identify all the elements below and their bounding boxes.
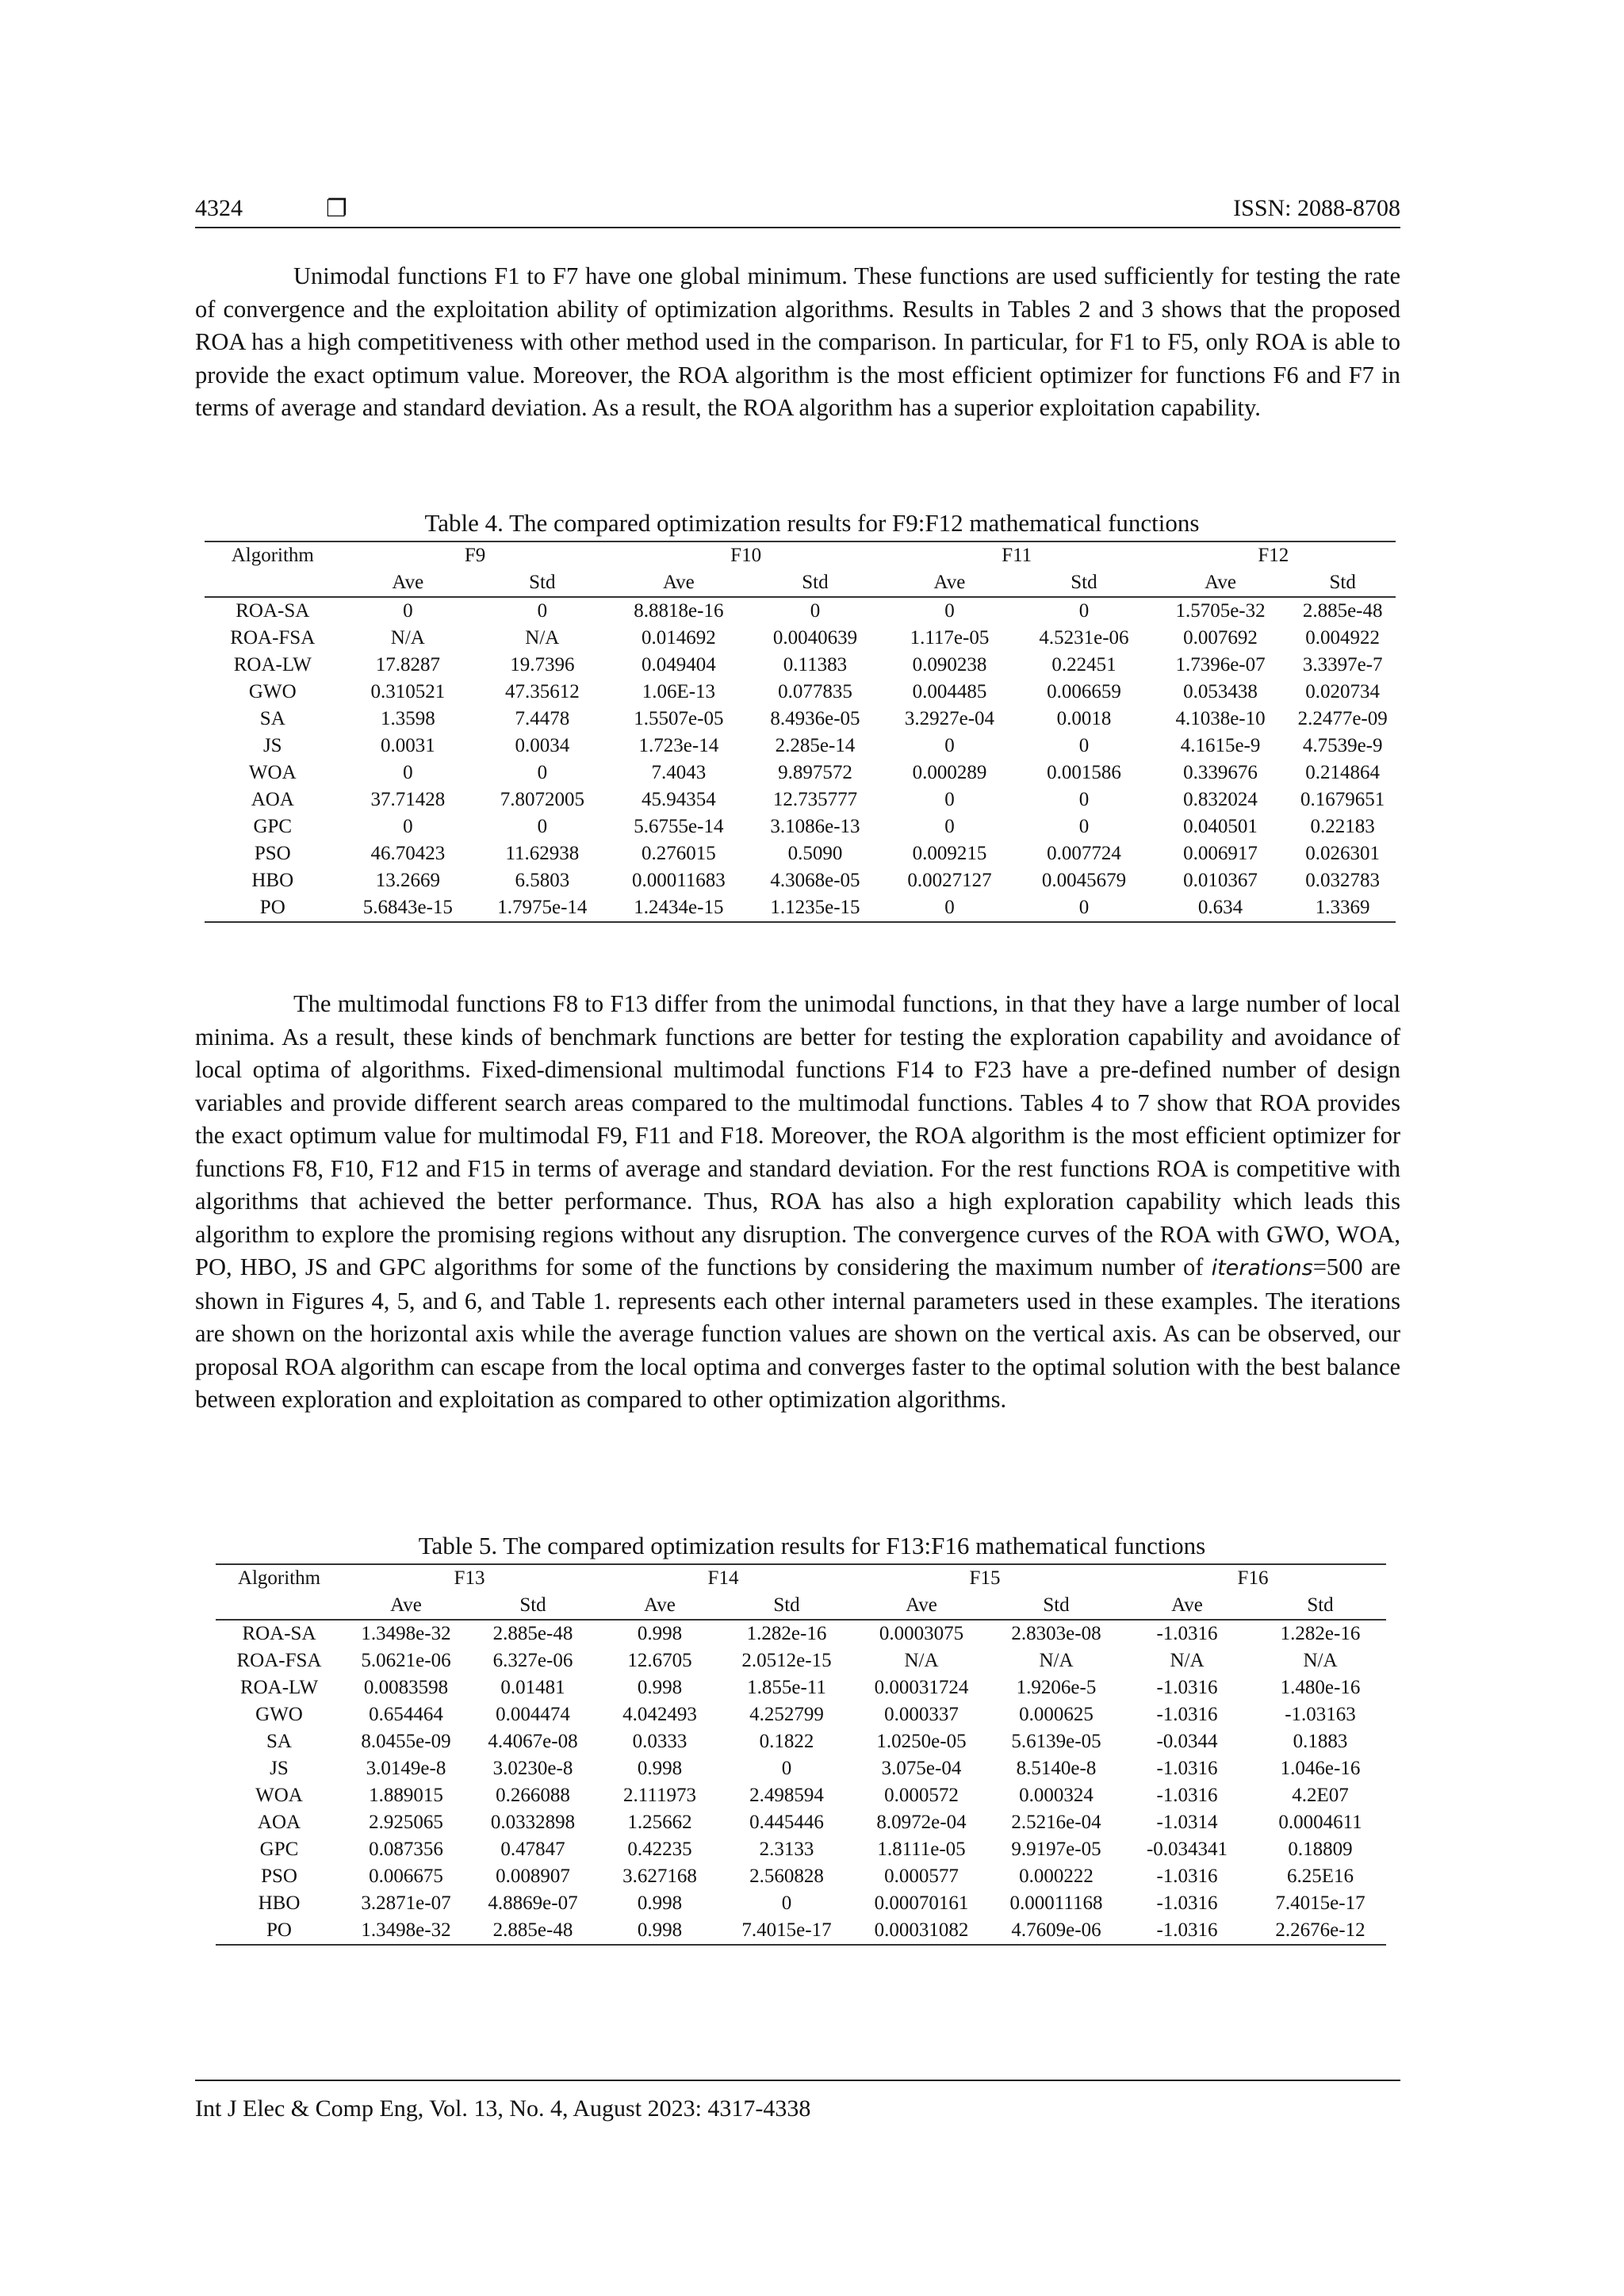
value-cell: 0.998 (637, 1892, 683, 1914)
value-cell: 2.5216e-04 (1011, 1812, 1101, 1833)
value-cell: 5.0621e-06 (361, 1650, 451, 1671)
value-cell: -1.03163 (1285, 1704, 1356, 1725)
algorithm-cell: ROA-FSA (230, 627, 316, 649)
table-row (205, 867, 1396, 894)
table5-func-f14: F14 (596, 1564, 850, 1592)
value-cell: 4.2E07 (1292, 1785, 1349, 1806)
value-cell: 0 (537, 816, 548, 837)
value-cell: 4.3068e-05 (770, 870, 860, 891)
algorithm-cell: WOA (255, 1785, 303, 1806)
value-cell: 47.35612 (504, 681, 580, 702)
value-cell: 12.6705 (627, 1650, 692, 1671)
value-cell: 0.007692 (1183, 627, 1258, 649)
value-cell: 9.897572 (778, 762, 852, 783)
value-cell: 0.1822 (759, 1731, 814, 1752)
value-cell: 2.498594 (749, 1785, 824, 1806)
value-cell: 0.000337 (884, 1704, 959, 1725)
value-cell: 0.266088 (496, 1785, 570, 1806)
table4-func-f9: F9 (341, 541, 610, 569)
value-cell: 3.1086e-13 (770, 816, 860, 837)
table4-sub-std: Std (1017, 569, 1151, 597)
value-cell: 8.8818e-16 (634, 600, 724, 622)
algorithm-cell: ROA-FSA (236, 1650, 322, 1671)
value-cell: 0.087356 (369, 1839, 443, 1860)
value-cell: 4.1038e-10 (1175, 708, 1266, 729)
value-cell: 1.046e-16 (1280, 1758, 1361, 1779)
table4-sub-std: Std (475, 569, 610, 597)
algorithm-cell: HBO (251, 870, 294, 891)
value-cell: 0 (537, 762, 548, 783)
table4-header-row (205, 541, 1396, 569)
value-cell: 0 (1078, 735, 1090, 756)
value-cell: 6.25E16 (1286, 1866, 1354, 1887)
value-cell: 0.00011683 (631, 870, 726, 891)
value-cell: 0.445446 (749, 1812, 824, 1833)
value-cell: 0.006659 (1047, 681, 1121, 702)
table5-func-f15: F15 (850, 1564, 1120, 1592)
value-cell: 0.1883 (1293, 1731, 1348, 1752)
value-cell: 1.2434e-15 (610, 894, 749, 922)
value-cell: 0.0003075 (879, 1623, 964, 1644)
value-cell: -1.0314 (1156, 1812, 1218, 1833)
value-cell: 0.1679651 (1300, 789, 1385, 810)
algorithm-cell: HBO (258, 1892, 301, 1914)
value-cell: N/A (1039, 1650, 1074, 1671)
value-cell: 4.1615e-9 (1180, 735, 1261, 756)
value-cell: 5.6139e-05 (1011, 1731, 1101, 1752)
value-cell: 2.285e-14 (775, 735, 856, 756)
value-cell: -1.0316 (1120, 1917, 1254, 1945)
value-cell: 8.4936e-05 (770, 708, 860, 729)
value-cell: 2.111973 (623, 1785, 696, 1806)
value-cell: 0.998 (637, 1623, 683, 1644)
value-cell: 1.0250e-05 (876, 1731, 967, 1752)
value-cell: 0.000289 (912, 762, 987, 783)
value-cell: 0.634 (1151, 894, 1290, 922)
value-cell: 1.3369 (1289, 894, 1396, 922)
value-cell: 0.000222 (1019, 1866, 1094, 1887)
algorithm-cell: GWO (255, 1704, 303, 1725)
algorithm-cell: AOA (251, 789, 294, 810)
value-cell: 2.3133 (759, 1839, 814, 1860)
table4-sub-std: Std (1289, 569, 1396, 597)
algorithm-cell: SA (259, 708, 285, 729)
algorithm-cell: WOA (248, 762, 297, 783)
value-cell: 0 (944, 735, 955, 756)
table-row (205, 760, 1396, 786)
value-cell: 0.0018 (1056, 708, 1112, 729)
value-cell: 9.9197e-05 (1011, 1839, 1101, 1860)
value-cell: 0.47847 (500, 1839, 565, 1860)
value-cell: 0.214864 (1305, 762, 1381, 783)
value-cell: 0.006675 (369, 1866, 443, 1887)
value-cell: 0.0027127 (907, 870, 992, 891)
table-row (216, 1890, 1386, 1917)
table5-sub-std: Std (1254, 1592, 1386, 1620)
value-cell: 3.075e-04 (881, 1758, 962, 1779)
value-cell: 0.18809 (1288, 1839, 1353, 1860)
algorithm-cell: ROA-LW (239, 1677, 319, 1698)
table-row (205, 813, 1396, 840)
value-cell: 0.004474 (496, 1704, 570, 1725)
table4 (205, 541, 1396, 923)
value-cell: N/A (1303, 1650, 1338, 1671)
table5-sub-ave: Ave (1120, 1592, 1254, 1620)
value-cell: 0 (1078, 789, 1090, 810)
table-row (205, 652, 1396, 679)
value-cell: 0.009215 (912, 843, 987, 864)
algorithm-cell: GWO (248, 681, 297, 702)
value-cell: 0.000572 (884, 1785, 959, 1806)
value-cell: 0 (810, 600, 821, 622)
value-cell: -1.0316 (1156, 1623, 1218, 1644)
value-cell: 2.560828 (749, 1866, 824, 1887)
value-cell: 11.62938 (505, 843, 580, 864)
value-cell: 0.0332898 (490, 1812, 576, 1833)
table4-sub-ave: Ave (610, 569, 749, 597)
table5 (216, 1563, 1386, 1946)
value-cell: 2.885e-48 (492, 1623, 573, 1644)
page-footer: Int J Elec & Comp Eng, Vol. 13, No. 4, August 2023: 4317-4338 (195, 2080, 1400, 2122)
value-cell: 6.5803 (515, 870, 570, 891)
value-cell: 5.6843e-15 (341, 894, 476, 922)
value-cell: 3.3397e-7 (1302, 654, 1383, 675)
value-cell: 0.049404 (642, 654, 716, 675)
value-cell: 0.000577 (884, 1866, 959, 1887)
value-cell: 0.004485 (912, 681, 987, 702)
table-row (205, 840, 1396, 867)
value-cell: 0.998 (637, 1758, 683, 1779)
value-cell: 0.00011168 (1009, 1892, 1103, 1914)
table4-sub-ave: Ave (341, 569, 476, 597)
value-cell: 1.855e-11 (747, 1677, 826, 1698)
table5-subheader-row (216, 1592, 1386, 1620)
value-cell: -1.0316 (1156, 1758, 1218, 1779)
table-row (205, 733, 1396, 760)
value-cell: 1.7396e-07 (1175, 654, 1266, 675)
value-cell: 0.00031724 (874, 1677, 969, 1698)
value-cell: 4.042493 (622, 1704, 697, 1725)
value-cell: 0.01481 (500, 1677, 565, 1698)
value-cell: 1.282e-16 (1280, 1623, 1361, 1644)
value-cell: N/A (1170, 1650, 1205, 1671)
value-cell: 0.0031 (380, 735, 435, 756)
value-cell: 0.654464 (369, 1704, 443, 1725)
value-cell: 3.0230e-8 (492, 1758, 573, 1779)
page-number: 4324 (195, 195, 243, 221)
value-cell: 1.889015 (369, 1785, 443, 1806)
value-cell: 46.70423 (370, 843, 446, 864)
algorithm-cell: ROA-SA (242, 1623, 316, 1644)
page-header (195, 195, 1400, 228)
algorithm-cell: PSO (254, 843, 291, 864)
value-cell: 0.020734 (1305, 681, 1381, 702)
table-row (205, 894, 1396, 922)
value-cell: 0 (944, 816, 955, 837)
value-cell: N/A (904, 1650, 939, 1671)
table-row (216, 1836, 1386, 1863)
table4-sub-blank (205, 569, 341, 597)
value-cell: 1.5507e-05 (634, 708, 724, 729)
value-cell: 8.0455e-09 (361, 1731, 451, 1752)
table-row (216, 1647, 1386, 1674)
table-row (205, 679, 1396, 706)
value-cell: -0.0344 (1156, 1731, 1218, 1752)
table-row (205, 786, 1396, 813)
value-cell: 0.0045679 (1041, 870, 1127, 891)
value-cell: 1.5705e-32 (1175, 600, 1266, 622)
table-row (216, 1674, 1386, 1701)
paragraph-multimodal-italic: iterations (1211, 1256, 1313, 1280)
value-cell: 1.25662 (627, 1812, 692, 1833)
table5-sub-blank (216, 1592, 343, 1620)
table-row (216, 1917, 1386, 1945)
value-cell: 5.6755e-14 (634, 816, 724, 837)
value-cell: 1.8111e-05 (877, 1839, 966, 1860)
algorithm-cell: GPC (259, 1839, 299, 1860)
value-cell: 0 (1078, 600, 1090, 622)
value-cell: 45.94354 (642, 789, 716, 810)
value-cell: 0 (403, 600, 413, 622)
value-cell: 1.9206e-5 (1016, 1677, 1097, 1698)
value-cell: 0.026301 (1305, 843, 1381, 864)
table5-sub-std: Std (993, 1592, 1120, 1620)
table4-subheader-row (205, 569, 1396, 597)
issn: ISSN: 2088-8708 (1233, 195, 1400, 221)
value-cell: 7.4015e-17 (1275, 1892, 1365, 1914)
value-cell: 3.627168 (622, 1866, 697, 1887)
value-cell: 1.1235e-15 (748, 894, 883, 922)
table5-func-f16: F16 (1120, 1564, 1386, 1592)
value-cell: 0.00031082 (850, 1917, 993, 1945)
value-cell: 0.5090 (787, 843, 843, 864)
algorithm-cell: SA (266, 1731, 292, 1752)
value-cell: 0.0083598 (363, 1677, 449, 1698)
table4-func-f11: F11 (883, 541, 1151, 569)
value-cell: 1.723e-14 (638, 735, 719, 756)
value-cell: 7.4478 (515, 708, 570, 729)
table-row (216, 1755, 1386, 1782)
value-cell: -0.034341 (1146, 1839, 1228, 1860)
value-cell: 0.000324 (1019, 1785, 1094, 1806)
value-cell: 0 (1078, 816, 1090, 837)
value-cell: 0.0040639 (772, 627, 858, 649)
table4-sub-ave: Ave (883, 569, 1017, 597)
value-cell: 0.0034 (515, 735, 570, 756)
table4-caption: Table 4. The compared optimization results for F9:F12 mathematical functions (424, 509, 1200, 537)
value-cell: -1.0316 (1156, 1677, 1218, 1698)
paragraph-multimodal (195, 988, 1400, 1417)
table-row (216, 1620, 1386, 1647)
value-cell: -1.0316 (1156, 1785, 1218, 1806)
paragraph-multimodal-text-a: The multimodal functions F8 to F13 differ from the unimodal functions, in that they have a large number of local minima. As a result, these kinds of benchmark functions are better for testing the exploration capability and avoidance of local optima of algorithms. Fixed-dimensional multimodal functions F14 to F23 have a pre-defined number of design variables and provide different search areas compared to the multimodal functions. Tables 4 to 7 show that ROA provides the exact optimum value for multimodal F9, F11 and F18. Moreover, the ROA algorithm is the most efficient optimizer for functions F8, F10, F12 and F15 in terms of average and standard deviation. For the rest functions ROA is competitive with algorithms that achieved the better performance. Thus, ROA has also a high exploration capability which leads this algorithm to explore the promising regions without any disruption. The convergence curves of the ROA with GWO, WOA, PO, HBO, JS and GPC algorithms for some of the functions by considering the maximum number of (195, 990, 1400, 1280)
value-cell: 1.3498e-32 (343, 1917, 469, 1945)
value-cell: 2.885e-48 (1302, 600, 1383, 622)
value-cell: 7.4043 (651, 762, 707, 783)
value-cell: 7.8072005 (500, 789, 584, 810)
value-cell: 1.3498e-32 (361, 1623, 451, 1644)
value-cell: 0 (537, 600, 548, 622)
table4-sub-ave: Ave (1151, 569, 1290, 597)
value-cell: 0.004922 (1305, 627, 1381, 649)
table-row (205, 597, 1396, 625)
value-cell: 0.998 (637, 1677, 683, 1698)
table5-header-row (216, 1564, 1386, 1592)
table5-sub-std: Std (723, 1592, 850, 1620)
value-cell: 4.7609e-06 (993, 1917, 1120, 1945)
value-cell: 0.998 (596, 1917, 723, 1945)
algorithm-cell: PO (205, 894, 341, 922)
value-cell: 3.2871e-07 (361, 1892, 451, 1914)
algorithm-cell: PO (216, 1917, 343, 1945)
value-cell: 0.032783 (1305, 870, 1381, 891)
value-cell: 0.832024 (1183, 789, 1258, 810)
value-cell: 2.925065 (369, 1812, 443, 1833)
value-cell: 0.42235 (627, 1839, 692, 1860)
value-cell: 7.4015e-17 (723, 1917, 850, 1945)
algorithm-cell: ROA-LW (233, 654, 312, 675)
value-cell: 1.06E-13 (642, 681, 716, 702)
value-cell: -1.0316 (1156, 1704, 1218, 1725)
value-cell: 0 (781, 1758, 792, 1779)
value-cell: 0.010367 (1183, 870, 1258, 891)
value-cell: 4.7539e-9 (1302, 735, 1383, 756)
value-cell: 13.2669 (375, 870, 440, 891)
value-cell: 37.71428 (370, 789, 446, 810)
value-cell: 3.2927e-04 (904, 708, 995, 729)
value-cell: N/A (525, 627, 560, 649)
value-cell: 0.0333 (632, 1731, 688, 1752)
table4-sub-std: Std (748, 569, 883, 597)
value-cell: 8.0972e-04 (876, 1812, 967, 1833)
value-cell: 4.5231e-06 (1039, 627, 1129, 649)
table4-col-label: Algorithm (205, 541, 341, 569)
value-cell: 0.014692 (642, 627, 716, 649)
value-cell: 0.007724 (1047, 843, 1121, 864)
table-row (216, 1782, 1386, 1809)
value-cell: 1.480e-16 (1280, 1677, 1361, 1698)
table5-sub-ave: Ave (850, 1592, 993, 1620)
table5-sub-ave: Ave (343, 1592, 469, 1620)
value-cell: 0 (781, 1892, 792, 1914)
value-cell: 3.0149e-8 (366, 1758, 446, 1779)
algorithm-cell: JS (270, 1758, 289, 1779)
value-cell: 2.8303e-08 (1011, 1623, 1101, 1644)
value-cell: 12.735777 (772, 789, 858, 810)
value-cell: 1.282e-16 (746, 1623, 827, 1644)
table5-sub-ave: Ave (596, 1592, 723, 1620)
value-cell: 0.090238 (912, 654, 987, 675)
value-cell: 0.053438 (1183, 681, 1258, 702)
value-cell: N/A (390, 627, 425, 649)
value-cell: 0 (944, 789, 955, 810)
value-cell: -1.0316 (1156, 1892, 1218, 1914)
value-cell: 0 (403, 762, 413, 783)
paragraph-multimodal-text-b: =500 are shown in Figures 4, 5, and 6, and Table 1. represents each other internal parameters used in these examples. The iterations are shown on the horizontal axis while the average function values are shown on the vertical axis. As can be observed, our proposal ROA algorithm can escape from the local optima and converges faster to the optimal solution with the best balance between exploration and exploitation as compared to other optimization algorithms. (195, 1253, 1400, 1413)
value-cell: 0 (883, 894, 1017, 922)
value-cell: 0.000625 (1019, 1704, 1094, 1725)
value-cell: 0.001586 (1047, 762, 1121, 783)
table-row (216, 1701, 1386, 1728)
value-cell: 4.8869e-07 (488, 1892, 578, 1914)
value-cell: 0.0004611 (1278, 1812, 1362, 1833)
value-cell: 0.22451 (1051, 654, 1116, 675)
value-cell: 2.2676e-12 (1254, 1917, 1386, 1945)
value-cell: -1.0316 (1156, 1866, 1218, 1887)
value-cell: 0.11383 (783, 654, 848, 675)
algorithm-cell: PSO (261, 1866, 297, 1887)
value-cell: 0.22183 (1310, 816, 1375, 837)
value-cell: 0.008907 (496, 1866, 570, 1887)
table-row (216, 1809, 1386, 1836)
value-cell: 2.885e-48 (469, 1917, 596, 1945)
table-row (205, 625, 1396, 652)
value-cell: 0.339676 (1183, 762, 1258, 783)
value-cell: 4.252799 (749, 1704, 824, 1725)
value-cell: 4.4067e-08 (488, 1731, 578, 1752)
value-cell: 2.2477e-09 (1297, 708, 1388, 729)
value-cell: 0 (403, 816, 413, 837)
table5-body (216, 1620, 1386, 1945)
table5-col-label: Algorithm (216, 1564, 343, 1592)
value-cell: 2.0512e-15 (741, 1650, 832, 1671)
value-cell: 0.00070161 (874, 1892, 969, 1914)
value-cell: 0.276015 (642, 843, 716, 864)
value-cell: 0.040501 (1183, 816, 1258, 837)
value-cell: 1.7975e-14 (475, 894, 610, 922)
value-cell: 0.077835 (778, 681, 852, 702)
value-cell: 1.117e-05 (910, 627, 990, 649)
value-cell: 17.8287 (375, 654, 440, 675)
table-row (216, 1863, 1386, 1890)
paragraph-unimodal: Unimodal functions F1 to F7 have one global minimum. These functions are used sufficiently for testing the rate of convergence and the exploitation ability of optimization algorithms. Results in Tables 2 and 3 shows that the proposed ROA has a high competitiveness with other method used in the comparison. In particular, for F1 to F5, only ROA is able to provide the exact optimum value. Moreover, the ROA algorithm is the most efficient optimizer for functions F6 and F7 in terms of average and standard deviation. As a result, the ROA algorithm has a superior exploitation capability. (195, 262, 1400, 421)
table4-func-f12: F12 (1151, 541, 1396, 569)
value-cell: 8.5140e-8 (1016, 1758, 1097, 1779)
table5-caption: Table 5. The compared optimization results for F13:F16 mathematical functions (418, 1532, 1206, 1559)
algorithm-cell: ROA-SA (236, 600, 310, 622)
value-cell: 0 (1017, 894, 1151, 922)
square-icon: ❐ (326, 196, 347, 222)
table4-body (205, 597, 1396, 922)
table-row (205, 706, 1396, 733)
value-cell: 19.7396 (510, 654, 575, 675)
algorithm-cell: GPC (253, 816, 293, 837)
table5-func-f13: F13 (343, 1564, 596, 1592)
value-cell: 0.310521 (370, 681, 446, 702)
value-cell: 6.327e-06 (492, 1650, 573, 1671)
value-cell: 1.3598 (380, 708, 435, 729)
table-row (216, 1728, 1386, 1755)
algorithm-cell: AOA (257, 1812, 301, 1833)
value-cell: 0.006917 (1183, 843, 1258, 864)
table4-func-f10: F10 (610, 541, 883, 569)
table5-sub-std: Std (469, 1592, 596, 1620)
value-cell: 0 (944, 600, 955, 622)
algorithm-cell: JS (262, 735, 282, 756)
